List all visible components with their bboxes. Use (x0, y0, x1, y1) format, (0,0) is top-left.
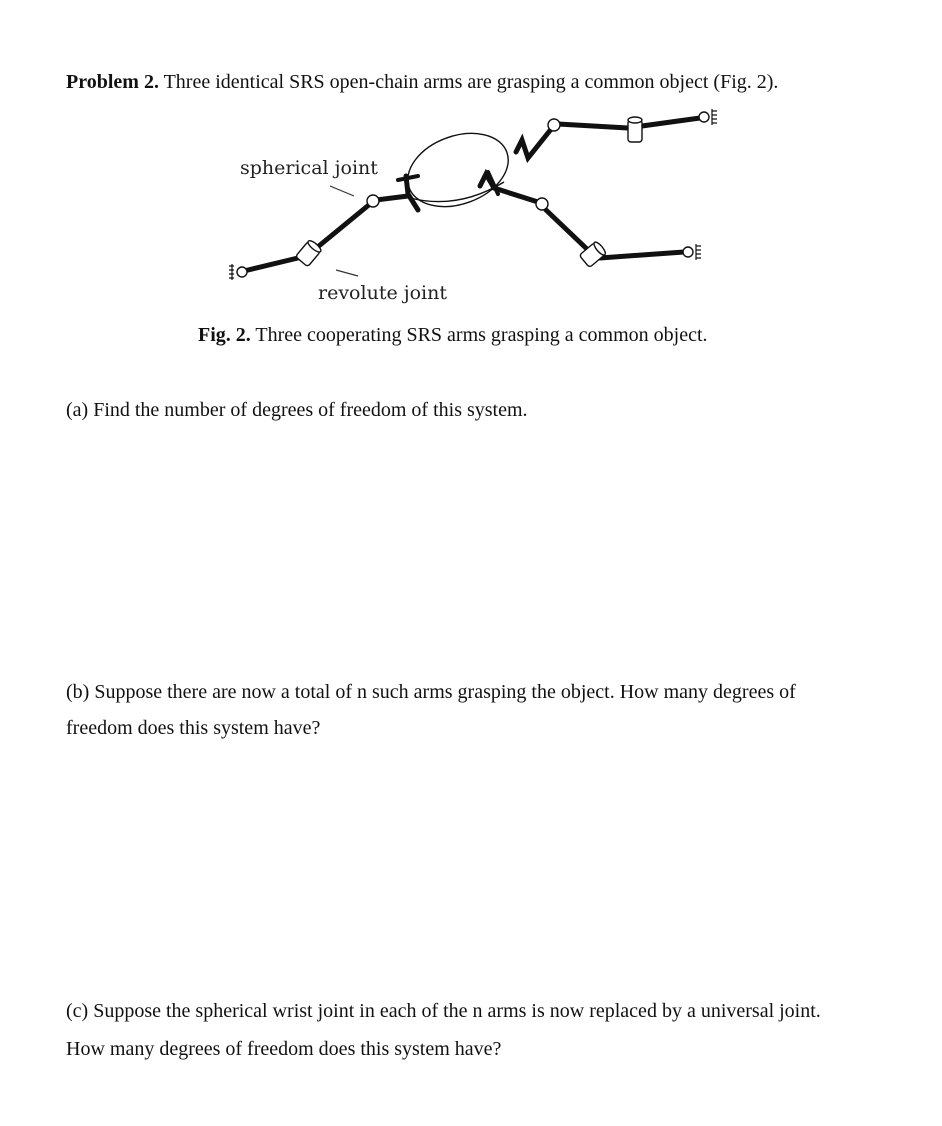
question-b-line2: freedom does this system have? (66, 717, 321, 739)
figure-diagram (222, 100, 732, 310)
arm-lower-right (480, 174, 701, 268)
spherical-joint-label: spherical joint (240, 157, 378, 179)
arm-left (229, 176, 418, 280)
spherical-joint-icon (536, 198, 548, 210)
spherical-joint-leader (330, 186, 354, 196)
spherical-joint-icon (548, 119, 560, 131)
problem-heading (66, 70, 778, 94)
revolute-joint-label: revolute joint (318, 282, 448, 304)
arm-upper-right (516, 109, 717, 158)
question-b-line1: (b) Suppose there are now a total of n such arms grasping the object. How many degrees of (66, 681, 796, 703)
ground-mount-icon (683, 244, 701, 260)
revolute-joint-icon (295, 239, 322, 267)
question-c-line2: How many degrees of freedom does this system have? (66, 1038, 502, 1060)
figure-caption-label: Fig. 2. (198, 324, 251, 346)
ground-mount-icon (229, 264, 247, 280)
problem-statement: Three identical SRS open-chain arms are grasping a common object (Fig. 2). (158, 71, 779, 93)
spherical-joint-icon (367, 195, 379, 207)
revolute-joint-icon (628, 117, 642, 142)
figure-caption-text: Three cooperating SRS arms grasping a common object. (250, 324, 708, 346)
problem-label: Problem 2. (66, 71, 159, 93)
revolute-joint-leader (336, 270, 358, 276)
figure-caption (198, 323, 708, 347)
ground-mount-icon (699, 109, 717, 125)
question-c-line1: (c) Suppose the spherical wrist joint in each of the n arms is now replaced by a universal joint. (66, 1000, 821, 1022)
question-a: (a) Find the number of degrees of freedom of this system. (66, 399, 528, 421)
srs-arms-figure (222, 100, 732, 310)
